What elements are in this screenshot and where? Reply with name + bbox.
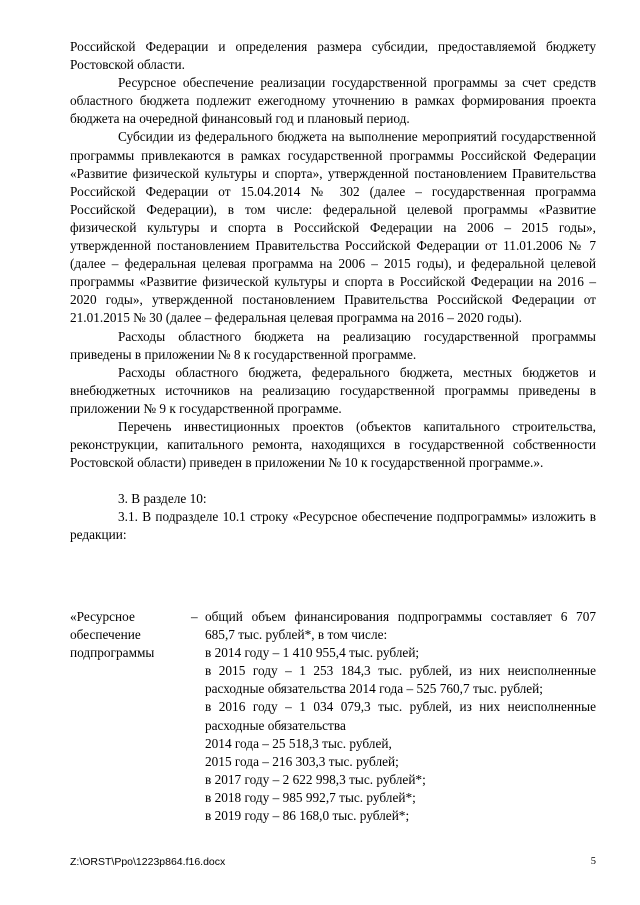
resource-dash: – — [191, 609, 198, 624]
paragraph-3: Субсидии из федерального бюджета на выполнение мероприятий государственной программы привлекаются в рамках государственной программы Российской Федерации «Развитие физической культуры и спорта», утвержденной постановлением Правительства Российской Федерации от 15.04.2014 № 302 (далее – государственная программа Российской Федерации), в том числе: федеральной целевой программы «Развитие физической культуры и спорта в Российской Федерации на 2006 – 2015 годы», утвержденной постановлением Правительства Российской Федерации от 11.01.2006 № 7 (далее – федеральная целевая программа на 2006 – 2015 годы), и федеральной целевой программы «Развитие физической культуры и спорта в Российской Федерации на 2016 – 2020 годы», утвержденной постановлением Правительства Российской Федерации от 21.01.2015 № 30 (далее – федеральная целевая программа на 2016 – 2020 годы). — [70, 129, 596, 326]
spacer — [70, 472, 596, 490]
resource-value-line: 2015 года – 216 303,3 тыс. рублей; — [205, 753, 399, 769]
paragraph-1: Российской Федерации и определения размера субсидии, предоставляемой бюджету Ростовской области. — [70, 39, 596, 73]
page-number: 5 — [590, 856, 596, 867]
resource-value — [191, 608, 596, 825]
document-body — [70, 38, 596, 545]
section-heading: 3. В разделе 10: — [118, 491, 207, 507]
resource-value-line: 2014 года – 25 518,3 тыс. рублей, — [205, 735, 392, 751]
resource-label-line: подпрограммы — [70, 645, 155, 661]
paragraph-4: Расходы областного бюджета на реализацию государственной программы приведены в приложении № 8 к государственной программе. — [70, 328, 596, 362]
resource-value-line: в 2019 году – 86 168,0 тыс. рублей*; — [205, 808, 410, 824]
resource-value-line: в 2015 году – 1 253 184,3 тыс. рублей, из них неисполненные расходные обязательства 2014 года – 525 760,7 тыс. рублей; — [205, 663, 596, 697]
resource-value-line: в 2016 году – 1 034 079,3 тыс. рублей, из них неисполненные расходные обязательства — [205, 699, 596, 733]
resource-label-line: «Ресурсное — [70, 609, 135, 624]
resource-value-line: общий объем финансирования подпрограммы составляет 6 707 685,7 тыс. рублей*, в том числе: — [205, 609, 596, 643]
resource-value-line: в 2017 году – 2 622 998,3 тыс. рублей*; — [205, 771, 426, 787]
resource-value-line: в 2014 году – 1 410 955,4 тыс. рублей; — [205, 645, 420, 661]
resource-value-line: в 2018 году – 985 992,7 тыс. рублей*; — [205, 789, 416, 805]
paragraph-2: Ресурсное обеспечение реализации государственной программы за счет средств областного бюджета подлежит ежегодному уточнению в рамках формирования проекта бюджета на очередной финансовый год и плановый период. — [70, 75, 596, 127]
subsection-text: 3.1. В подразделе 10.1 строку «Ресурсное обеспечение подпрограммы» изложить в редакции: — [70, 509, 596, 543]
paragraph-6: Перечень инвестиционных проектов (объектов капитального строительства, реконструкции, капитального ремонта, находящихся в государственной собственности Ростовской области) приведен в приложении № 10 к государственной программе.». — [70, 418, 596, 471]
footer-file-path: Z:\ORST\Ppo\1223p864.f16.docx — [70, 856, 226, 868]
paragraph-5: Расходы областного бюджета, федерального бюджета, местных бюджетов и внебюджетных источников на реализацию государственной программы приведены в приложении № 9 к государственной программе. — [70, 364, 596, 416]
resource-label — [70, 608, 190, 662]
resource-label-line: обеспечение — [70, 627, 141, 643]
